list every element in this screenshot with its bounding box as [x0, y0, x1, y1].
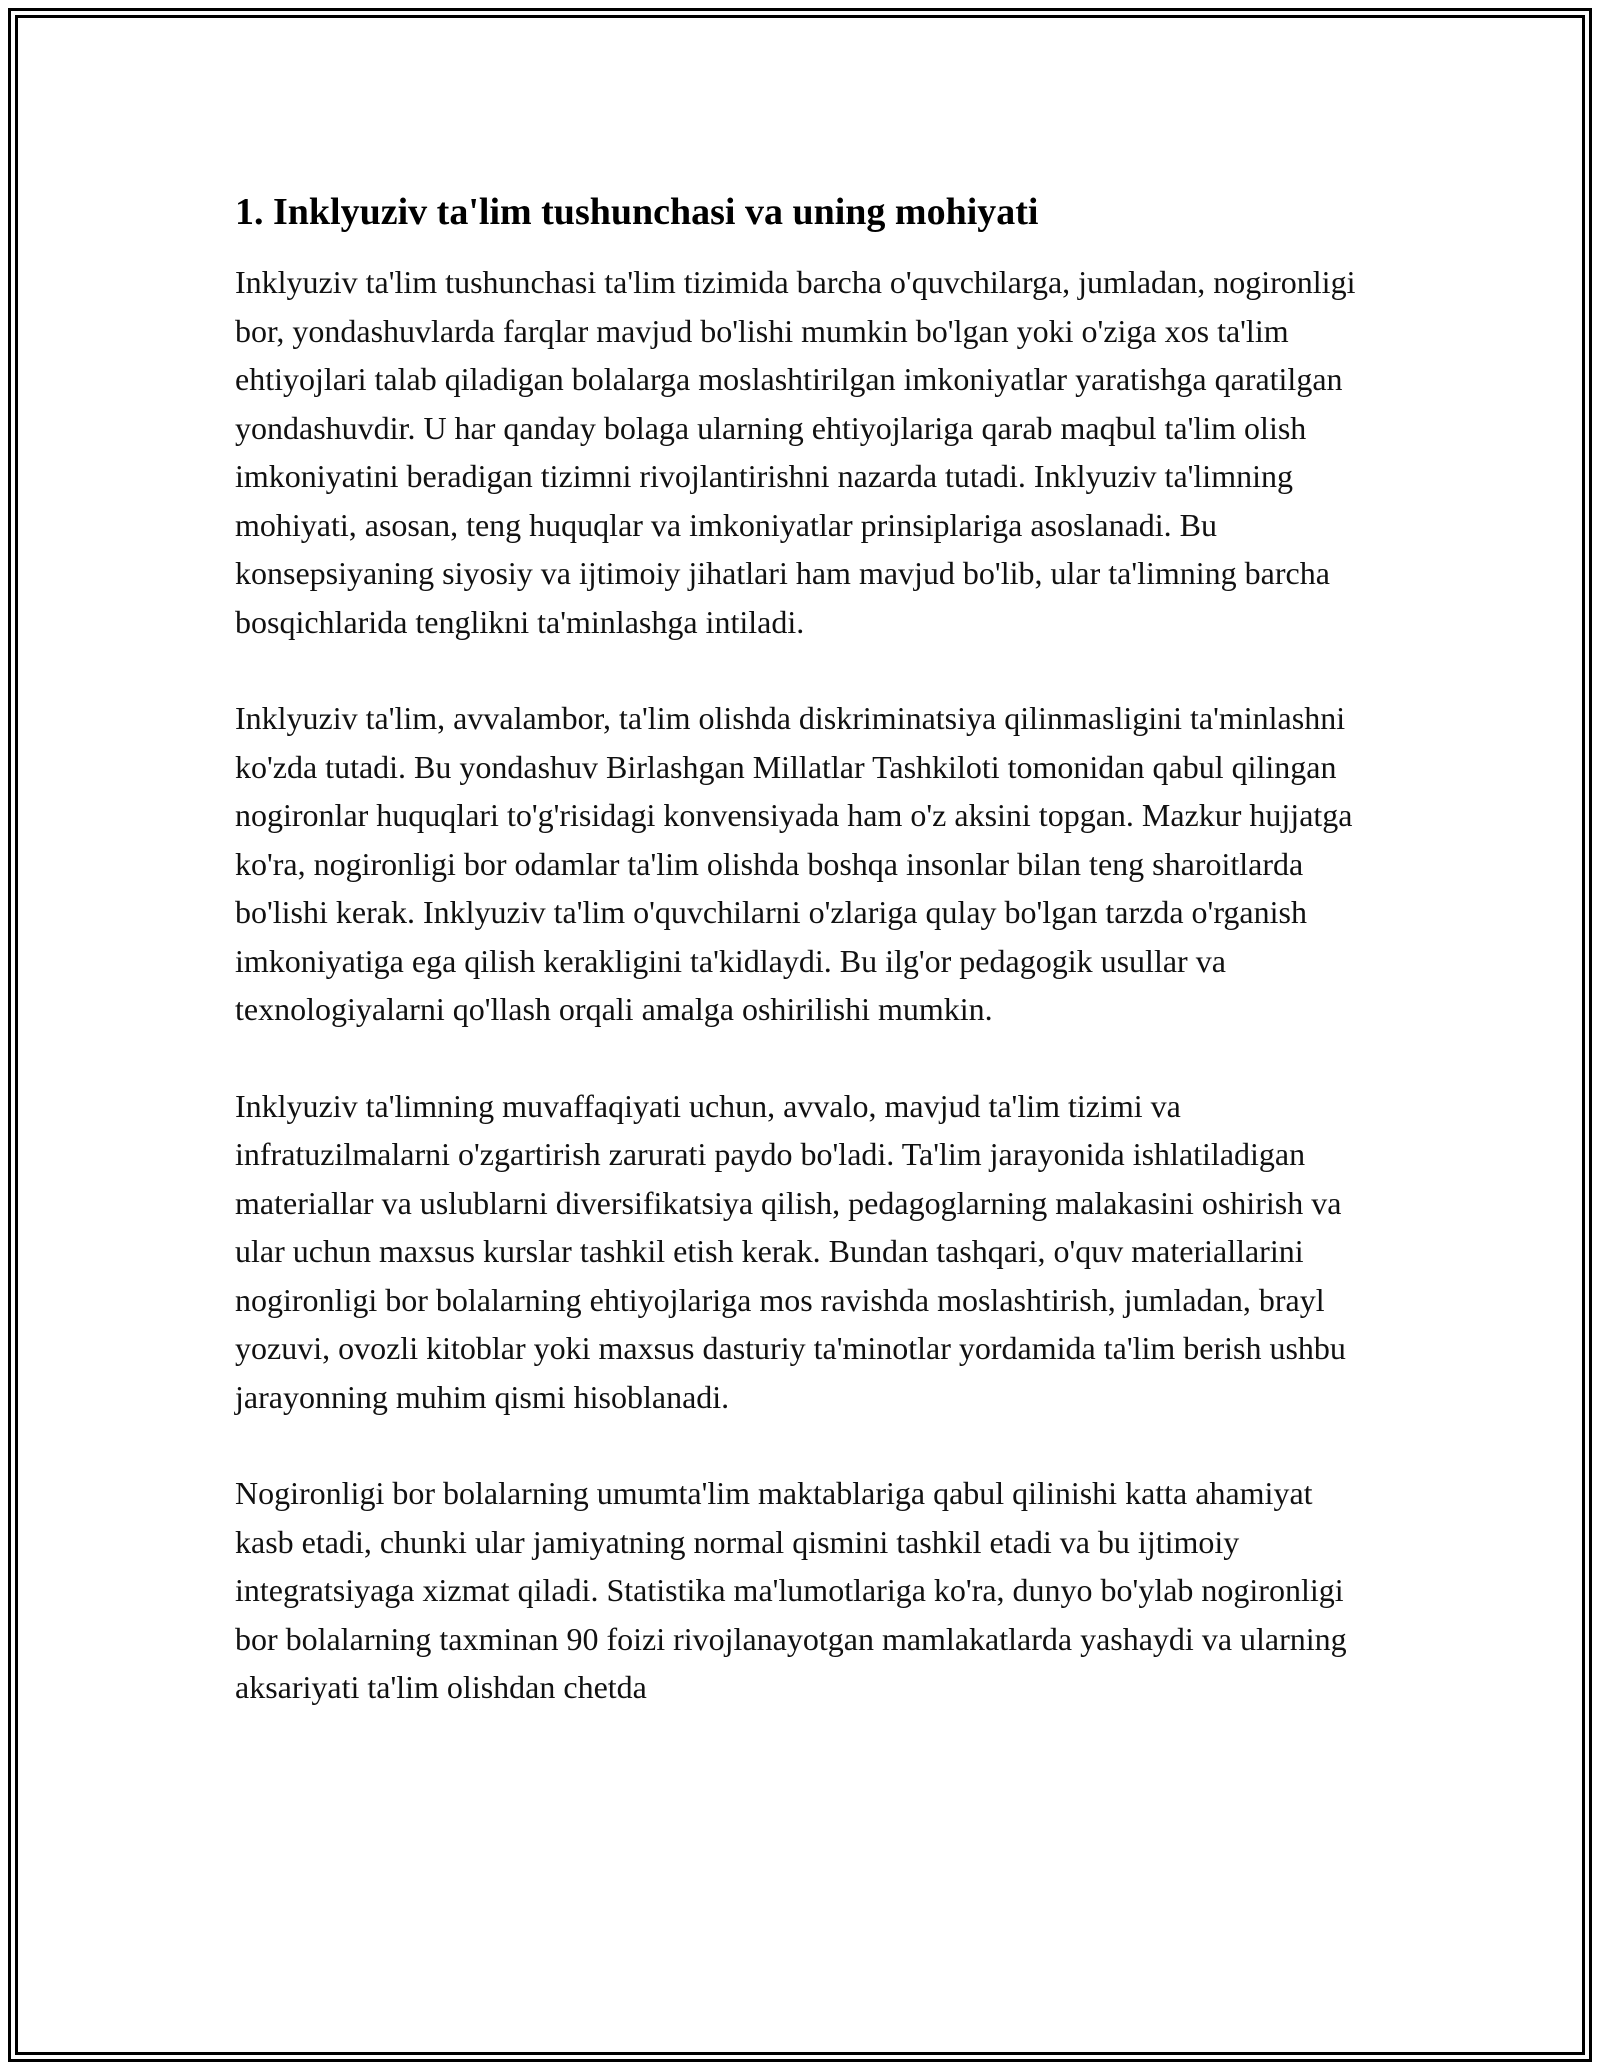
paragraph-1: Inklyuziv ta'lim tushunchasi ta'lim tizimida barcha o'quvchilarga, jumladan, nogironligi bor, yondashuvlarda farqlar mavjud bo'lishi mumkin bo'lgan yoki o'ziga xos ta'lim ehtiyojlari talab qiladigan bolalarga moslashtirilgan imkoniyatlar yaratishga qaratilgan yondashuvdir. U har qanday bolaga ularning ehtiyojlariga qarab maqbul ta'lim olish imkoniyatini beradigan tizimni rivojlantirishni nazarda tutadi. Inklyuziv ta'limning mohiyati, asosan, teng huquqlar va imkoniyatlar prinsiplariga asoslanadi. Bu konsepsiyaning siyosiy va ijtimoiy jihatlari ham mavjud bo'lib, ular ta'limning barcha bosqichlarida tenglikni ta'minlashga intiladi.	[235, 264, 1356, 640]
paragraph-3: Inklyuziv ta'limning muvaffaqiyati uchun, avvalo, mavjud ta'lim tizimi va infratuzilmalarni o'zgartirish zarurati paydo bo'ladi. Ta'lim jarayonida ishlatiladigan materiallar va uslublarni diversifikatsiya qilish, pedagoglarning malakasini oshirish va ular uchun maxsus kurslar tashkil etish kerak. Bundan tashqari, o'quv materiallarini nogironligi bor bolalarning ehtiyojlariga mos ravishda moslashtirish, jumladan, brayl yozuvi, ovozli kitoblar yoki maxsus dasturiy ta'minotlar yordamida ta'lim berish ushbu jarayonning muhim qismi hisoblanadi.	[235, 1087, 1346, 1415]
section-heading: 1. Inklyuziv ta'lim tushunchasi va uning mohiyati	[235, 191, 1039, 233]
paragraph-2: Inklyuziv ta'lim, avvalambor, ta'lim olishda diskriminatsiya qilinmasligini ta'minlashni ko'zda tutadi. Bu yondashuv Birlashgan Millatlar Tashkiloti tomonidan qabul qilingan nogironlar huquqlari to'g'risidagi konvensiyada ham o'z aksini topgan. Mazkur hujjatga ko'ra, nogironligi bor odamlar ta'lim olishda boshqa insonlar bilan teng sharoitlarda bo'lishi kerak. Inklyuziv ta'lim o'quvchilarni o'zlariga qulay bo'lgan tarzda o'rganish imkoniyatiga ega qilish kerakligini ta'kidlaydi. Bu ilg'or pedagogik usullar va texnologiyalarni qo'llash orqali amalga oshirilishi mumkin.	[235, 700, 1353, 1027]
paragraph-4: Nogironligi bor bolalarning umumta'lim maktablariga qabul qilinishi katta ahamiyat kasb etadi, chunki ular jamiyatning normal qismini tashkil etadi va bu ijtimoiy integratsiyaga xizmat qiladi. Statistika ma'lumotlariga ko'ra, dunyo bo'ylab nogironligi bor bolalarning taxminan 90 foizi rivojlanayotgan mamlakatlarda yashaydi va ularning aksariyati ta'lim olishdan chetda	[235, 1475, 1347, 1705]
document-body	[235, 188, 1370, 1760]
